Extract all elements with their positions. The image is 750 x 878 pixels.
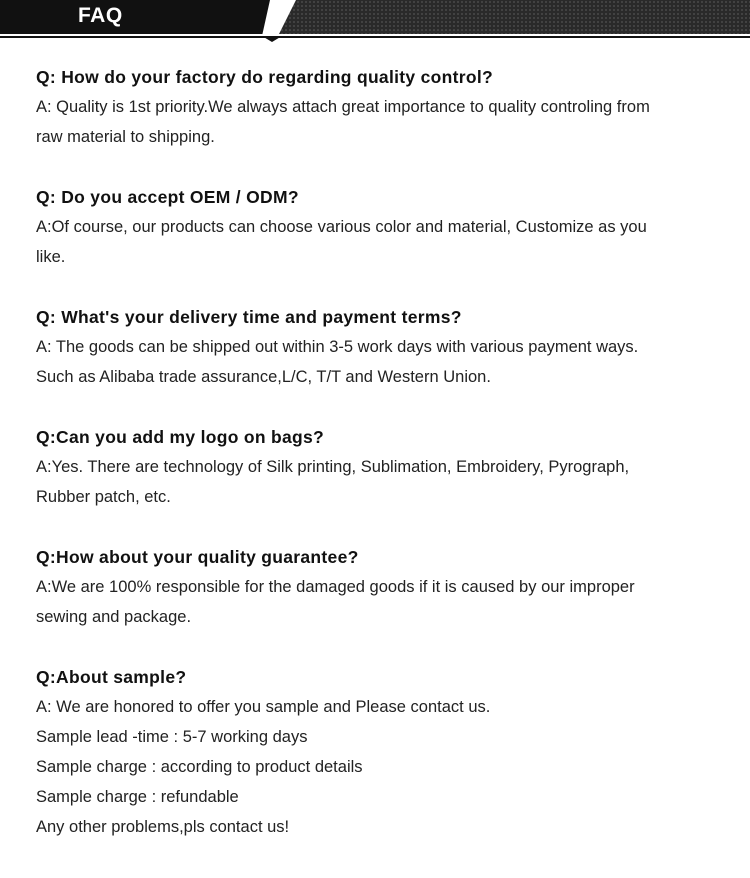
faq-item bbox=[36, 662, 726, 842]
faq-answer-line: A:Of course, our products can choose various color and material, Customize as you bbox=[36, 218, 647, 236]
faq-question: Q: Do you accept OEM / ODM? bbox=[36, 187, 299, 207]
faq-answer-line: Any other problems,pls contact us! bbox=[36, 818, 290, 836]
faq-answer-line: A: Quality is 1st priority.We always attach great importance to quality controling from bbox=[36, 98, 650, 116]
faq-question: Q:How about your quality guarantee? bbox=[36, 547, 359, 567]
faq-answer-line: A: The goods can be shipped out within 3-5 work days with various payment ways. bbox=[36, 338, 639, 356]
faq-item bbox=[36, 422, 726, 512]
faq-answer-line: Rubber patch, etc. bbox=[36, 488, 171, 506]
faq-answer-line: A: We are honored to offer you sample and Please contact us. bbox=[36, 698, 491, 716]
faq-item bbox=[36, 542, 726, 632]
faq-answer-line: Such as Alibaba trade assurance,L/C, T/T and Western Union. bbox=[36, 368, 491, 386]
faq-list bbox=[36, 62, 726, 872]
faq-item bbox=[36, 62, 726, 152]
page-title: FAQ bbox=[78, 4, 123, 27]
faq-answer-line: sewing and package. bbox=[36, 608, 192, 626]
faq-question: Q: How do your factory do regarding quality control? bbox=[36, 67, 494, 87]
faq-question: Q:About sample? bbox=[36, 667, 187, 687]
faq-question: Q: What's your delivery time and payment terms? bbox=[36, 307, 462, 327]
header-divider bbox=[0, 36, 750, 38]
faq-item bbox=[36, 182, 726, 272]
faq-answer-line: A:Yes. There are technology of Silk printing, Sublimation, Embroidery, Pyrograph, bbox=[36, 458, 630, 476]
faq-answer-line: Sample lead -time : 5-7 working days bbox=[36, 728, 308, 746]
faq-question: Q:Can you add my logo on bags? bbox=[36, 427, 325, 447]
faq-item bbox=[36, 302, 726, 392]
faq-answer-line: Sample charge : according to product details bbox=[36, 758, 363, 776]
faq-answer-line: A:We are 100% responsible for the damaged goods if it is caused by our improper bbox=[36, 578, 635, 596]
faq-answer-line: Sample charge : refundable bbox=[36, 788, 239, 806]
faq-answer-line: like. bbox=[36, 248, 66, 266]
faq-answer-line: raw material to shipping. bbox=[36, 128, 215, 146]
